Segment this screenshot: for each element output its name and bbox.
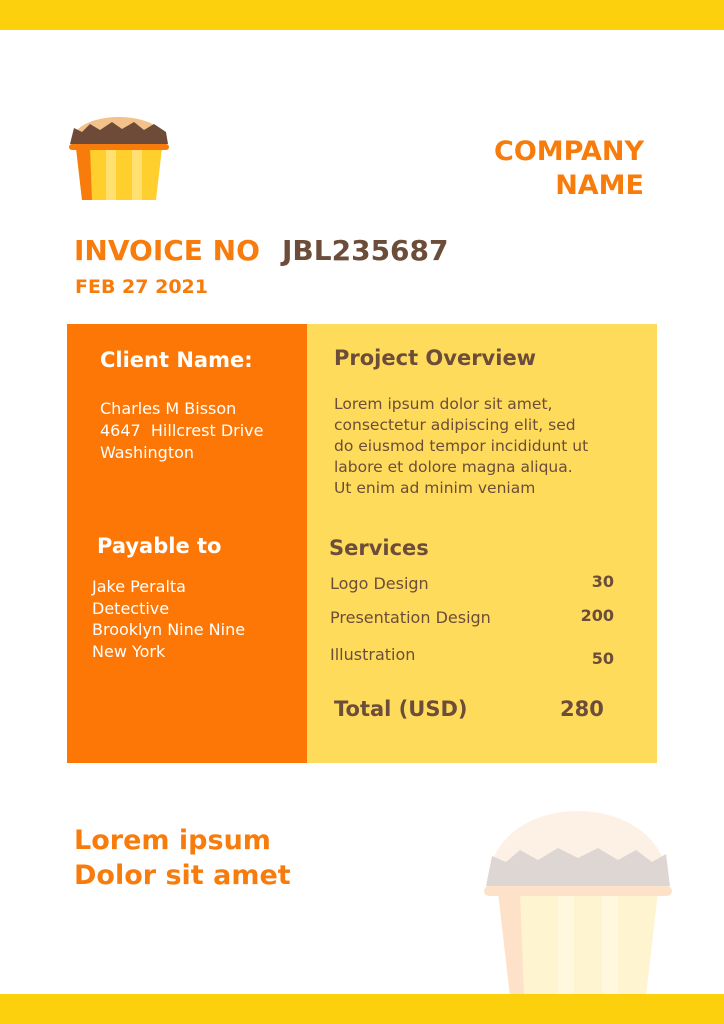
- footer-tagline: [74, 823, 291, 893]
- payable-line: Brooklyn Nine Nine: [92, 620, 246, 639]
- project-line: do eiusmod tempor incididunt ut: [334, 437, 589, 455]
- service-name: Illustration: [330, 645, 416, 664]
- services-heading: Services: [329, 536, 429, 560]
- project-line: consectetur adipiscing elit, sed: [334, 416, 576, 434]
- payable-details: [92, 576, 245, 662]
- footer-line: Lorem ipsum: [74, 825, 271, 856]
- project-line: labore et dolore magna aliqua.: [334, 458, 573, 476]
- company-name: COMPANY NAME: [494, 136, 644, 201]
- client-line: Washington: [100, 443, 195, 462]
- project-line: Lorem ipsum dolor sit amet,: [334, 395, 553, 413]
- client-line: 4647 Hillcrest Drive: [100, 421, 264, 440]
- payable-line: Jake Peralta: [92, 577, 186, 596]
- payable-heading: Payable to: [97, 534, 222, 558]
- service-amount: 50: [591, 649, 614, 668]
- cupcake-logo-icon: [62, 92, 174, 204]
- client-heading: Client Name:: [100, 348, 253, 372]
- total-amount: 280: [560, 697, 604, 721]
- service-name: Logo Design: [330, 574, 429, 593]
- payable-line: Detective: [92, 598, 170, 618]
- project-heading: Project Overview: [334, 346, 537, 370]
- service-name: Presentation Design: [330, 608, 491, 627]
- project-description: [334, 394, 634, 499]
- service-amount: 30: [591, 572, 614, 591]
- service-row: [330, 574, 614, 598]
- client-address: [100, 398, 263, 464]
- cupcake-watermark-icon: [478, 796, 678, 996]
- invoice-label: INVOICE NO: [74, 234, 260, 267]
- invoice-date: FEB 27 2021: [75, 276, 208, 298]
- service-amount: 200: [580, 606, 614, 625]
- project-line: Ut enim ad minim veniam: [334, 479, 536, 497]
- service-row: [330, 608, 614, 632]
- client-line: Charles M Bisson: [100, 399, 237, 418]
- footer-line: Dolor sit amet: [74, 860, 291, 891]
- bottom-accent-bar: [0, 994, 724, 1024]
- invoice-number: JBL235687: [282, 234, 449, 267]
- total-label: Total (USD): [334, 697, 468, 721]
- payable-line: New York: [92, 641, 166, 661]
- top-accent-bar: [0, 0, 724, 30]
- service-row: [330, 645, 614, 669]
